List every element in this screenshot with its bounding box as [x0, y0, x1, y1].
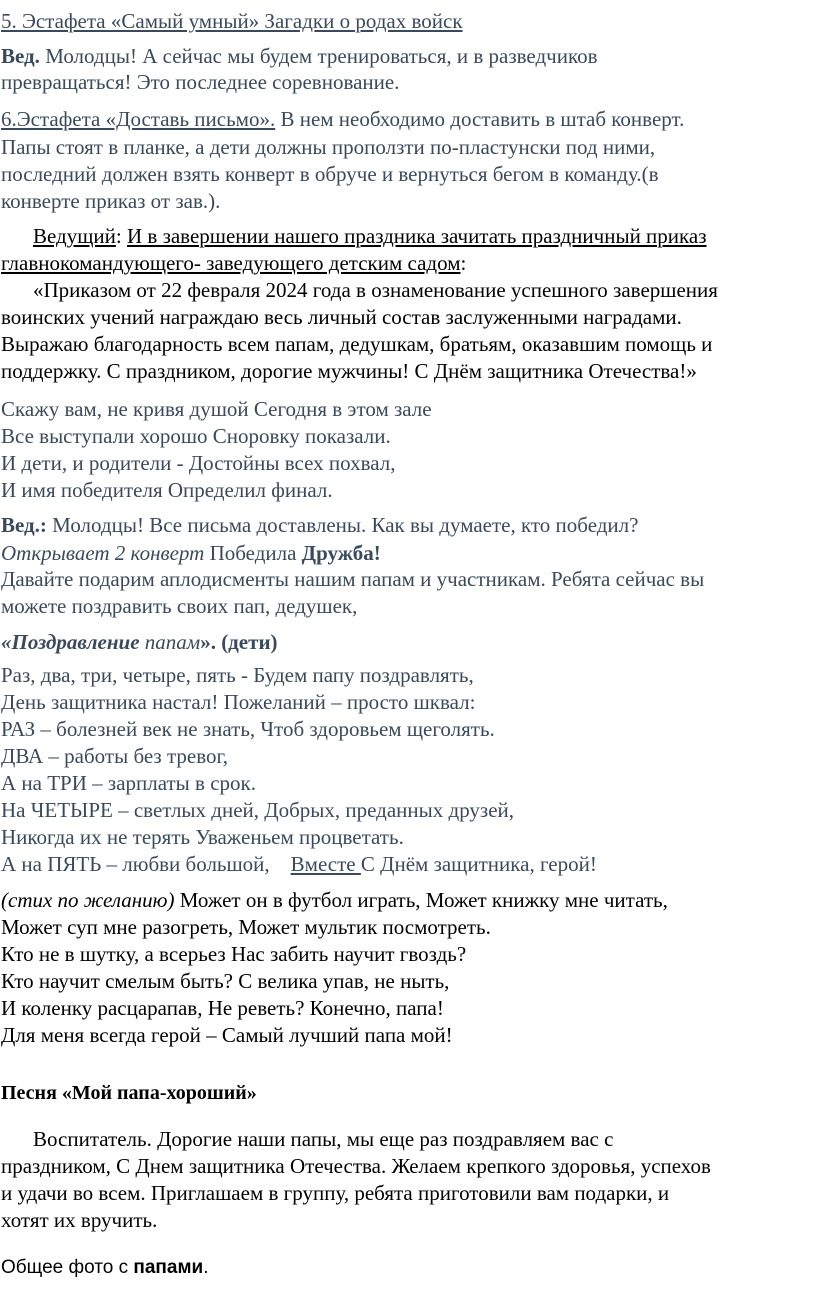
relay-6-line-2: Папы стоят в планке, а дети должны проползти по-пластунски под ними,: [1, 135, 656, 159]
host-line-2: превращаться! Это последнее соревнование.: [1, 70, 400, 94]
poem-1-line-4: И имя победителя Определил финал.: [1, 478, 333, 502]
order-text-line-3: Выражаю благодарность всем папам, дедушкам, братьям, оказавшим помощь и: [1, 332, 713, 356]
relay-5-heading: 5. Эстафета «Самый умный» Загадки о родах войск: [1, 9, 463, 33]
poem-2-line-3: РАЗ – болезней век не знать, Чтоб здоровьем щеголять.: [1, 717, 495, 741]
poem-3-line-2: Может суп мне разогреть, Может мультик посмотреть.: [1, 915, 491, 939]
poem-2-line-1: Раз, два, три, четыре, пять - Будем папу поздравлять,: [1, 663, 474, 687]
poem-1-line-3: И дети, и родители - Достойны всех похвал,: [1, 451, 396, 475]
applause-line-2: можете поздравить своих пап, дедушек,: [1, 594, 358, 618]
poem-2-line-5: А на ТРИ – зарплаты в срок.: [1, 771, 256, 795]
order-text-line-4: поддержку. С праздником, дорогие мужчины! С Днём защитника Отечества!»: [1, 359, 697, 383]
order-intro-line-1: Ведущий: И в завершении нашего праздника зачитать праздничный приказ: [33, 224, 707, 248]
poem-3-line-6: Для меня всегда герой – Самый лучший папа мой!: [1, 1023, 453, 1047]
order-text-line-2: воинских учений награждаю весь личный состав заслуженными наградами.: [1, 305, 682, 329]
group-photo-line: Общее фото с папами.: [1, 1257, 209, 1278]
poem-3-line-4: Кто научит смелым быть? С велика упав, не ныть,: [1, 969, 450, 993]
host-line-1: Вед. Молодцы! А сейчас мы будем тренироваться, и в разведчиков: [1, 44, 598, 68]
poem-2-line-6: На ЧЕТЫРЕ – светлых дней, Добрых, преданных друзей,: [1, 798, 515, 822]
teacher-line-2: праздником, С Днем защитника Отечества. Желаем крепкого здоровья, успехов: [1, 1154, 711, 1178]
poem-2-line-7: Никогда их не терять Уваженьем процветать.: [1, 825, 404, 849]
poem-2-line-4: ДВА – работы без тревог,: [1, 744, 228, 768]
order-intro-line-2: главнокомандующего- заведующего детским садом:: [1, 251, 467, 275]
relay-6-line-4: конверте приказ от зав.).: [1, 189, 221, 213]
song-heading: Песня «Мой папа-хороший»: [1, 1082, 257, 1104]
teacher-line-4: хотят их вручить.: [1, 1208, 158, 1232]
envelope-line: Открывает 2 конверт Победила Дружба!: [1, 541, 381, 565]
poem-1-line-1: Скажу вам, не кривя душой Сегодня в этом зале: [1, 397, 432, 421]
poem-3-line-3: Кто не в шутку, а всерьез Нас забить научит гвоздь?: [1, 942, 467, 966]
poem-3-line-5: И коленку расцарапав, Не реветь? Конечно, папа!: [1, 996, 444, 1020]
host-letters-line: Вед.: Молодцы! Все письма доставлены. Как вы думаете, кто победил?: [1, 513, 639, 537]
poem-2-line-8: А на ПЯТЬ – любви большой, Вместе С Днём защитника, герой!: [1, 852, 597, 876]
order-text-line-1: «Приказом от 22 февраля 2024 года в ознаменование успешного завершения: [33, 278, 718, 302]
poem-3-line-1: (стих по желанию) Может он в футбол играть, Может книжку мне читать,: [1, 888, 668, 912]
teacher-line-1: Воспитатель. Дорогие наши папы, мы еще раз поздравляем вас с: [33, 1127, 614, 1151]
relay-6-line-1: 6.Эстафета «Доставь письмо». В нем необходимо доставить в штаб конверт.: [1, 107, 685, 131]
poem-2-line-2: День защитника настал! Пожеланий – просто шквал:: [1, 690, 476, 714]
teacher-line-3: и удачи во всем. Приглашаем в группу, ребята приготовили вам подарки, и: [1, 1181, 670, 1205]
congrats-heading: «Поздравление папам». (дети): [1, 630, 278, 654]
relay-6-line-3: последний должен взять конверт в обруче и вернуться бегом в команду.(в: [1, 162, 659, 186]
applause-line-1: Давайте подарим аплодисменты нашим папам и участникам. Ребята сейчас вы: [1, 567, 705, 591]
poem-1-line-2: Все выступали хорошо Сноровку показали.: [1, 424, 391, 448]
